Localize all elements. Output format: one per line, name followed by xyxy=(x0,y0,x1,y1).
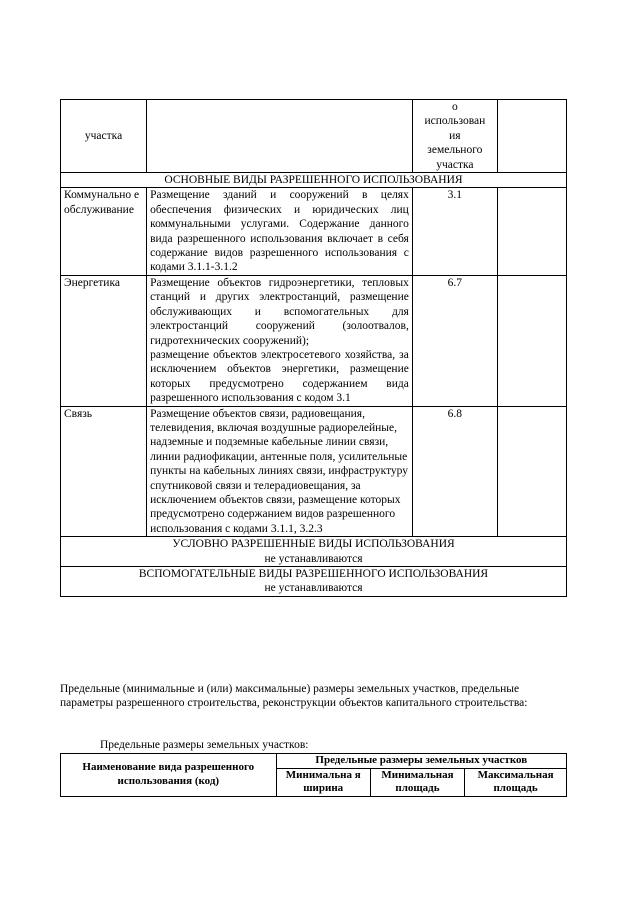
table-row xyxy=(61,188,567,275)
use-name: Коммунально е обслуживание xyxy=(61,188,147,275)
size-max-area-header: Максимальная площадь xyxy=(465,768,567,796)
section-auxiliary xyxy=(61,567,567,597)
use-name: Энергетика xyxy=(61,275,147,406)
size-min-area-header: Минимальная площадь xyxy=(370,768,464,796)
use-description xyxy=(147,275,413,406)
permitted-use-table xyxy=(60,99,567,597)
use-description: Размещение объектов связи, радиовещания, телевидения, включая воздушные радиорелейные, надземные и подземные кабельные линии связи, линии радиофикации, антенные поля, усилительные пункты на кабельных линиях связи, инфраструктуру спутниковой связи и телерадиовещания, за исключением объектов связи, размещение которых предусмотрено содержанием видов разрешенного использования с кодами 3.1.1, 3.2.3 xyxy=(147,406,413,537)
header-empty-cell xyxy=(147,100,413,173)
section-row xyxy=(61,537,567,567)
use-description-part: размещение объектов электросетевого хозяйства, за исключением объектов энергетики, размещение которых предусмотрено содержанием вида разрешенного использования с кодом 3.1 xyxy=(150,348,409,405)
empty-cell xyxy=(497,275,566,406)
size-table-caption: Предельные размеры земельных участков: xyxy=(100,739,309,751)
section-basic-title: ОСНОВНЫЕ ВИДЫ РАЗРЕШЕННОГО ИСПОЛЬЗОВАНИЯ xyxy=(61,173,567,188)
use-code: 3.1 xyxy=(412,188,497,275)
plot-size-table xyxy=(60,753,567,797)
empty-cell xyxy=(497,406,566,537)
section-conditional-title: УСЛОВНО РАЗРЕШЕННЫЕ ВИДЫ ИСПОЛЬЗОВАНИЯ xyxy=(172,538,455,551)
section-conditional-note: не устанавливаются xyxy=(264,552,363,565)
use-name: Связь xyxy=(61,406,147,537)
table-header-row xyxy=(61,100,567,173)
header-empty-cell xyxy=(497,100,566,173)
size-group-header: Предельные размеры земельных участков xyxy=(276,754,566,769)
section-auxiliary-note: не устанавливаются xyxy=(264,582,363,595)
limits-paragraph: Предельные (минимальные и (или) максимальные) размеры земельных участков, предельные параметры разрешенного строительства, реконструкции объектов капитального строительства: xyxy=(60,683,528,710)
use-code: 6.8 xyxy=(412,406,497,537)
use-description: Размещение зданий и сооружений в целях обеспечения физических и юридических лиц коммунальными услугами. Содержание данного вида разрешенного использования включает в себя содержание видов разрешенного использования с кодами 3.1.1-3.1.2 xyxy=(147,188,413,275)
section-row xyxy=(61,567,567,597)
size-header-row xyxy=(61,754,567,769)
size-min-width-header: Минимальна я ширина xyxy=(276,768,370,796)
table-row xyxy=(61,406,567,537)
section-auxiliary-title: ВСПОМОГАТЕЛЬНЫЕ ВИДЫ РАЗРЕШЕННОГО ИСПОЛЬЗОВАНИЯ xyxy=(138,568,489,580)
section-conditional xyxy=(61,537,567,567)
header-code-label: о использован ия земельного участка xyxy=(412,100,497,173)
empty-cell xyxy=(497,188,566,275)
use-description-part: Размещение объектов гидроэнергетики, тепловых станций и других электростанций, размещение обслуживающих и вспомогательных для электростанций сооружений (золоотвалов, гидротехнических сооружений); xyxy=(150,276,409,347)
table-row xyxy=(61,275,567,406)
section-row xyxy=(61,173,567,188)
use-code: 6.7 xyxy=(412,275,497,406)
header-plot-label: участка xyxy=(61,100,147,173)
size-use-name-header: Наименование вида разрешенного использования (код) xyxy=(61,754,277,797)
